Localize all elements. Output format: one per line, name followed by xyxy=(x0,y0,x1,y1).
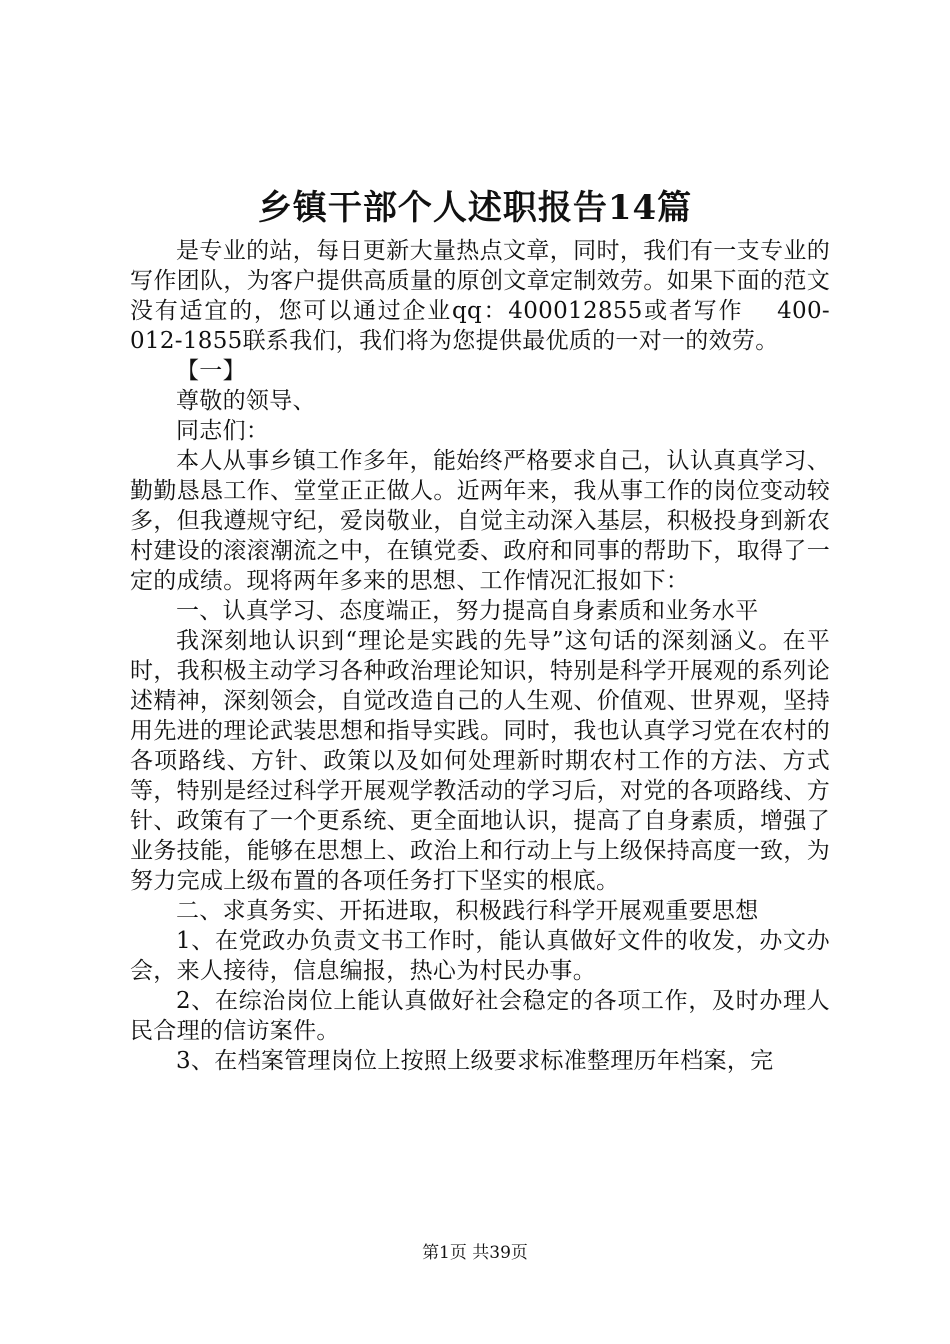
intro-paragraph: 是专业的站，每日更新大量热点文章，同时，我们有一支专业的写作团队，为客户提供高质量的原创文章定制效劳。如果下面的范文没有适宜的，您可以通过企业qq：400012855或者写作 400-012-1855联系我们，我们将为您提供最优质的一对一的效劳。 xyxy=(130,238,830,354)
section-heading-2: 二、求真务实、开拓进取，积极践行科学开展观重要思想 xyxy=(176,898,759,924)
document-body xyxy=(130,236,830,1076)
salutation-line-2: 同志们： xyxy=(176,418,270,444)
list-item: 1、在党政办负责文书工作时，能认真做好文件的收发，办文办会，来人接待，信息编报，热心为村民办事。 xyxy=(130,928,830,984)
document-title: 乡镇干部个人述职报告14篇 xyxy=(257,188,693,228)
page-footer: 第1页 共39页 xyxy=(422,1243,528,1263)
list-item: 3、在档案管理岗位上按照上级要求标准整理历年档案，完 xyxy=(176,1048,774,1074)
section-heading-1: 一、认真学习、态度端正，努力提高自身素质和业务水平 xyxy=(176,598,759,624)
salutation-line-1: 尊敬的领导、 xyxy=(176,388,316,414)
list-item: 2、在综治岗位上能认真做好社会稳定的各项工作，及时办理人民合理的信访案件。 xyxy=(130,988,830,1044)
section-marker: 【一】 xyxy=(176,358,246,384)
body-paragraph: 本人从事乡镇工作多年，能始终严格要求自己，认认真真学习、勤勤恳恳工作、堂堂正正做人。近两年来，我从事工作的岗位变动较多，但我遵规守纪，爱岗敬业，自觉主动深入基层，积极投身到新农村建设的滚滚潮流之中，在镇党委、政府和同事的帮助下，取得了一定的成绩。现将两年多来的思想、工作情况汇报如下： xyxy=(130,448,830,594)
body-paragraph: 我深刻地认识到“理论是实践的先导”这句话的深刻涵义。在平时，我积极主动学习各种政治理论知识，特别是科学开展观的系列论述精神，深刻领会，自觉改造自己的人生观、价值观、世界观，坚持用先进的理论武装思想和指导实践。同时，我也认真学习党在农村的各项路线、方针、政策以及如何处理新时期农村工作的方法、方式等，特别是经过科学开展观学教活动的学习后，对党的各项路线、方针、政策有了一个更系统、更全面地认识，提高了自身素质，增强了业务技能，能够在思想上、政治上和行动上与上级保持高度一致，为努力完成上级布置的各项任务打下坚实的根底。 xyxy=(130,628,830,894)
